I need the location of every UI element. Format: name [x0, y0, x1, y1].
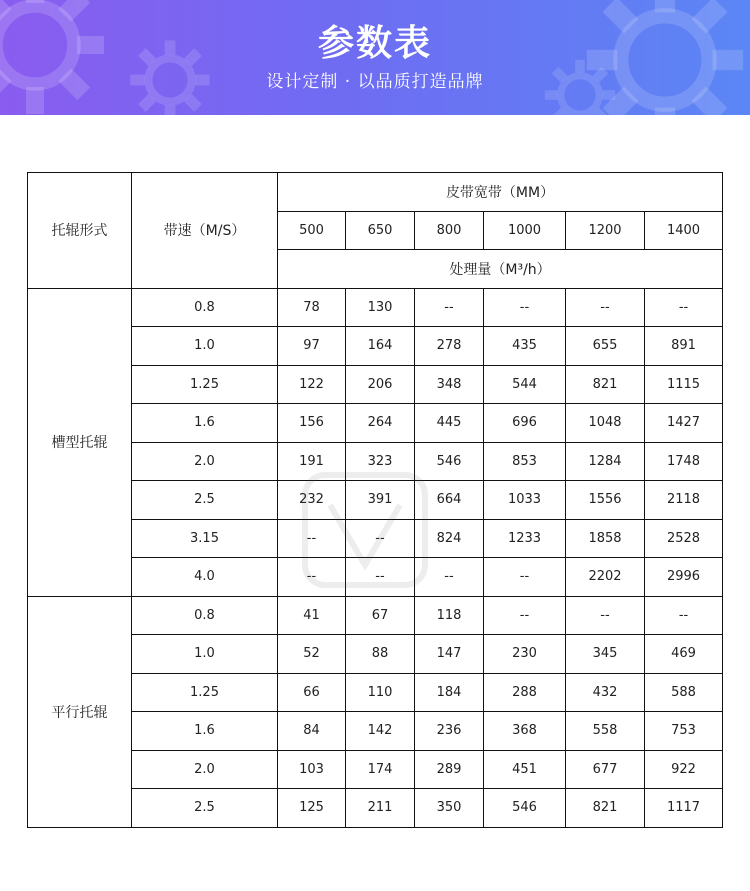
speed-cell: 0.8 — [132, 596, 278, 635]
capacity-cell: 323 — [346, 442, 415, 481]
table-row — [28, 519, 723, 558]
capacity-cell: -- — [415, 558, 484, 597]
header-width-cell: 1400 — [645, 211, 723, 250]
capacity-cell: 821 — [566, 789, 645, 828]
capacity-cell: -- — [566, 288, 645, 327]
capacity-cell: 289 — [415, 750, 484, 789]
header-belt-width: 皮带宽带（MM） — [278, 173, 723, 212]
speed-cell: 3.15 — [132, 519, 278, 558]
capacity-cell: 922 — [645, 750, 723, 789]
capacity-cell: 264 — [346, 404, 415, 443]
capacity-cell: 66 — [278, 673, 346, 712]
capacity-cell: 174 — [346, 750, 415, 789]
header-idler-type: 托辊形式 — [28, 173, 132, 289]
capacity-cell: 544 — [484, 365, 566, 404]
capacity-cell: 696 — [484, 404, 566, 443]
speed-cell: 0.8 — [132, 288, 278, 327]
capacity-cell: 677 — [566, 750, 645, 789]
table-row — [28, 481, 723, 520]
capacity-cell: 891 — [645, 327, 723, 366]
capacity-cell: 824 — [415, 519, 484, 558]
capacity-cell: 164 — [346, 327, 415, 366]
header-banner — [0, 0, 750, 115]
capacity-cell: 1556 — [566, 481, 645, 520]
capacity-cell: 130 — [346, 288, 415, 327]
header-capacity: 处理量（M³/h） — [278, 250, 723, 289]
capacity-cell: 230 — [484, 635, 566, 674]
table-row — [28, 327, 723, 366]
speed-cell: 1.6 — [132, 404, 278, 443]
capacity-cell: 52 — [278, 635, 346, 674]
capacity-cell: 125 — [278, 789, 346, 828]
capacity-cell: 236 — [415, 712, 484, 751]
group-name-cell: 平行托辊 — [28, 596, 132, 827]
capacity-cell: 88 — [346, 635, 415, 674]
capacity-cell: 147 — [415, 635, 484, 674]
spec-table — [27, 172, 723, 828]
capacity-cell: 2202 — [566, 558, 645, 597]
capacity-cell: 110 — [346, 673, 415, 712]
capacity-cell: 191 — [278, 442, 346, 481]
capacity-cell: -- — [278, 558, 346, 597]
page-subtitle: 设计定制 · 以品质打造品牌 — [266, 72, 484, 92]
page-title: 参数表 — [317, 23, 432, 64]
capacity-cell: 558 — [566, 712, 645, 751]
capacity-cell: 2118 — [645, 481, 723, 520]
capacity-cell: -- — [346, 519, 415, 558]
header-belt-speed: 带速（M/S） — [132, 173, 278, 289]
speed-cell: 1.0 — [132, 635, 278, 674]
speed-cell: 2.0 — [132, 750, 278, 789]
capacity-cell: 546 — [415, 442, 484, 481]
capacity-cell: -- — [484, 288, 566, 327]
capacity-cell: 655 — [566, 327, 645, 366]
capacity-cell: 435 — [484, 327, 566, 366]
capacity-cell: 546 — [484, 789, 566, 828]
speed-cell: 1.6 — [132, 712, 278, 751]
capacity-cell: 2528 — [645, 519, 723, 558]
table-row — [28, 288, 723, 327]
capacity-cell: -- — [278, 519, 346, 558]
capacity-cell: -- — [415, 288, 484, 327]
capacity-cell: 432 — [566, 673, 645, 712]
header-width-cell: 500 — [278, 211, 346, 250]
speed-cell: 2.0 — [132, 442, 278, 481]
capacity-cell: 103 — [278, 750, 346, 789]
capacity-cell: 41 — [278, 596, 346, 635]
capacity-cell: 1284 — [566, 442, 645, 481]
capacity-cell: 2996 — [645, 558, 723, 597]
capacity-cell: 1748 — [645, 442, 723, 481]
capacity-cell: 1427 — [645, 404, 723, 443]
header-width-cell: 1200 — [566, 211, 645, 250]
table-row — [28, 712, 723, 751]
spec-table-container — [27, 172, 723, 828]
capacity-cell: 445 — [415, 404, 484, 443]
capacity-cell: 278 — [415, 327, 484, 366]
capacity-cell: 288 — [484, 673, 566, 712]
speed-cell: 2.5 — [132, 481, 278, 520]
capacity-cell: 348 — [415, 365, 484, 404]
table-row — [28, 789, 723, 828]
capacity-cell: 156 — [278, 404, 346, 443]
capacity-cell: 664 — [415, 481, 484, 520]
header-width-cell: 800 — [415, 211, 484, 250]
capacity-cell: 588 — [645, 673, 723, 712]
capacity-cell: 1233 — [484, 519, 566, 558]
capacity-cell: 211 — [346, 789, 415, 828]
table-row — [28, 558, 723, 597]
capacity-cell: 345 — [566, 635, 645, 674]
capacity-cell: 821 — [566, 365, 645, 404]
capacity-cell: 206 — [346, 365, 415, 404]
capacity-cell: 232 — [278, 481, 346, 520]
header-width-cell: 650 — [346, 211, 415, 250]
table-row — [28, 635, 723, 674]
capacity-cell: -- — [484, 596, 566, 635]
capacity-cell: 97 — [278, 327, 346, 366]
capacity-cell: 184 — [415, 673, 484, 712]
header-width-cell: 1000 — [484, 211, 566, 250]
speed-cell: 1.0 — [132, 327, 278, 366]
capacity-cell: -- — [566, 596, 645, 635]
capacity-cell: 122 — [278, 365, 346, 404]
capacity-cell: 142 — [346, 712, 415, 751]
speed-cell: 2.5 — [132, 789, 278, 828]
speed-cell: 1.25 — [132, 673, 278, 712]
capacity-cell: 350 — [415, 789, 484, 828]
capacity-cell: 1117 — [645, 789, 723, 828]
capacity-cell: 67 — [346, 596, 415, 635]
capacity-cell: 391 — [346, 481, 415, 520]
capacity-cell: 1048 — [566, 404, 645, 443]
capacity-cell: 469 — [645, 635, 723, 674]
capacity-cell: 84 — [278, 712, 346, 751]
table-row — [28, 365, 723, 404]
table-row — [28, 750, 723, 789]
capacity-cell: 1033 — [484, 481, 566, 520]
capacity-cell: 118 — [415, 596, 484, 635]
capacity-cell: -- — [346, 558, 415, 597]
capacity-cell: 1858 — [566, 519, 645, 558]
speed-cell: 1.25 — [132, 365, 278, 404]
table-row — [28, 673, 723, 712]
capacity-cell: 1115 — [645, 365, 723, 404]
capacity-cell: 753 — [645, 712, 723, 751]
capacity-cell: 853 — [484, 442, 566, 481]
table-row — [28, 596, 723, 635]
group-name-cell: 槽型托辊 — [28, 288, 132, 596]
capacity-cell: 368 — [484, 712, 566, 751]
table-row — [28, 404, 723, 443]
capacity-cell: 78 — [278, 288, 346, 327]
capacity-cell: -- — [645, 288, 723, 327]
capacity-cell: -- — [484, 558, 566, 597]
capacity-cell: -- — [645, 596, 723, 635]
table-row — [28, 442, 723, 481]
speed-cell: 4.0 — [132, 558, 278, 597]
capacity-cell: 451 — [484, 750, 566, 789]
